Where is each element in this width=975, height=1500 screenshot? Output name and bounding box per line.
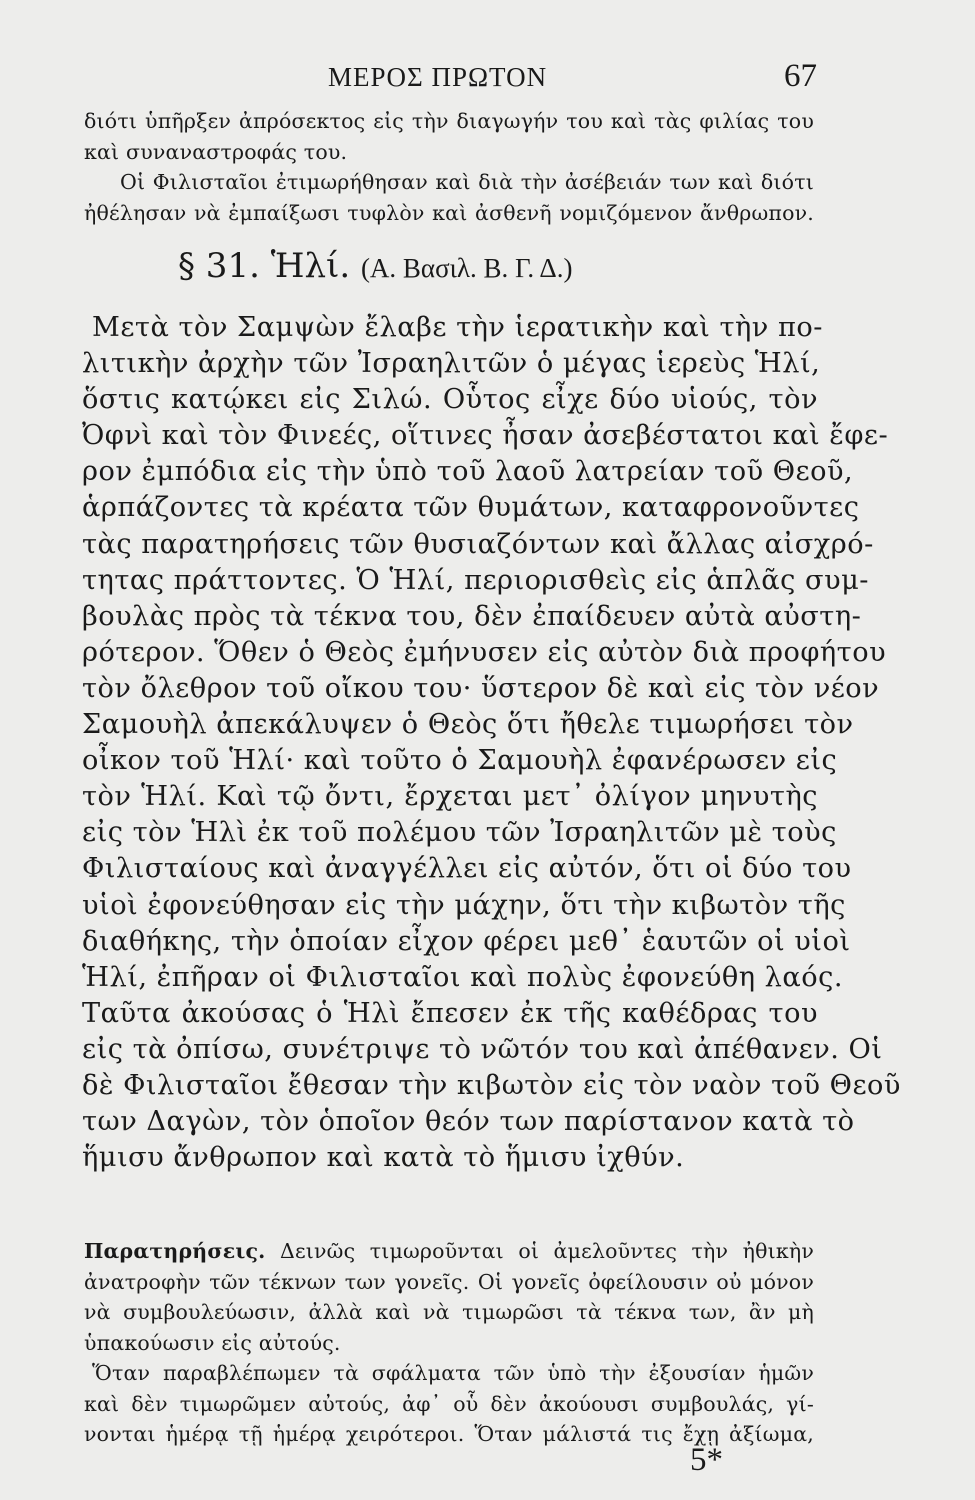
text-line: ρον ἐμπόδια εἰς τὴν ὑπὸ τοῦ λαοῦ λατρείαν τοῦ Θεοῦ, (82, 456, 854, 488)
text-line: τητας πράττοντες. Ὁ Ἡλί, περιορισθεὶς εἰς ἁπλᾶς συμ- (82, 564, 869, 596)
text-line (84, 1236, 814, 1267)
running-head: ΜΕΡΟΣ ΠΡΩΤΟΝ (328, 62, 548, 92)
text-line: καὶ δὲν τιμωρῶμεν αὐτούς, ἀφ᾽ οὗ δὲν ἀκούουσι συμβουλάς, γί- (84, 1391, 814, 1416)
page-number: 67 (784, 58, 817, 94)
section-number: § 31. (178, 246, 260, 286)
text-line: Ταῦτα ἀκούσας ὁ Ἡλὶ ἔπεσεν ἐκ τῆς καθέδρας του (82, 997, 818, 1029)
text-line: τὰς παρατηρήσεις τῶν θυσιαζόντων καὶ ἄλλας αἰσχρό- (82, 528, 874, 560)
notes-first-line: Δεινῶς τιμωροῦνται οἱ ἀμελοῦντες τὴν ἠθικὴν (279, 1239, 815, 1263)
text-line: εἰς τὰ ὀπίσω, συνέτριψε τὸ νῶτόν του καὶ ἀπέθανεν. Οἱ (82, 1033, 883, 1065)
text-line: ἥμισυ ἄνθρωπον καὶ κατὰ τὸ ἥμισυ ἰχθύν. (82, 1142, 685, 1174)
text-line: διαθήκης, τὴν ὁποίαν εἶχον φέρει μεθ᾽ ἑαυτῶν οἱ υἱοὶ (82, 925, 851, 957)
text-line: Σαμουὴλ ἀπεκάλυψεν ὁ Θεὸς ὅτι ἤθελε τιμωρήσει τὸν (82, 709, 854, 741)
text-line: τὸν Ἡλί. Καὶ τῷ ὄντι, ἔρχεται μετ᾽ ὀλίγον μηνυτὴς (82, 781, 818, 813)
text-line: Ὅταν παραβλέπωμεν τὰ σφάλματα τῶν ὑπὸ τὴν ἐξουσίαν ἡμῶν (92, 1361, 814, 1385)
text-line: ἁρπάζοντες τὰ κρέατα τῶν θυμάτων, καταφρονοῦντες (82, 492, 860, 524)
intro-paragraph (84, 106, 814, 228)
text-line: ἀνατροφὴν τῶν τέκνων των γονεῖς. Οἱ γονεῖς ὀφείλουσιν οὐ μόνον (84, 1269, 814, 1294)
text-line: τὸν ὄλεθρον τοῦ οἴκου του· ὕστερον δὲ καὶ εἰς τὸν νέον (82, 672, 880, 704)
text-line: δὲ Φιλισταῖοι ἔθεσαν τὴν κιβωτὸν εἰς τὸν ναὸν τοῦ Θεοῦ (82, 1069, 901, 1101)
section-heading (178, 246, 572, 286)
main-text (82, 310, 901, 1176)
section-reference: (Α. Βασιλ. Β. Γ. Δ.) (360, 253, 573, 283)
text-line: διότι ὑπῆρξεν ἀπρόσεκτος εἰς τὴν διαγωγήν του καὶ τὰς φιλίας του (84, 109, 814, 133)
text-line: Μετὰ τὸν Σαμψὼν ἔλαβε τὴν ἱερατικὴν καὶ τὴν πο- (92, 312, 823, 343)
page-header (80, 58, 825, 102)
notes-label: Παρατηρήσεις. (84, 1239, 266, 1263)
text-line: ὑπακούωσιν εἰς αὐτούς. (84, 1330, 341, 1355)
text-line: εἰς τὸν Ἡλὶ ἐκ τοῦ πολέμου τῶν Ἰσραηλιτῶν μὲ τοὺς (82, 817, 837, 849)
text-line: νονται ἡμέρᾳ τῇ ἡμέρᾳ χειρότεροι. Ὅταν μάλιστά τις ἔχῃ ἀξίωμα, (84, 1422, 814, 1446)
signature-mark: 5* (690, 1442, 723, 1478)
text-line: των Δαγὼν, τὸν ὁποῖον θεόν των παρίστανον κατὰ τὸ (82, 1106, 855, 1138)
text-line: Ὀφνὶ καὶ τὸν Φινεές, οἵτινες ἦσαν ἀσεβέστατοι καὶ ἔφε- (82, 420, 889, 452)
text-line: οἶκον τοῦ Ἡλί· καὶ τοῦτο ὁ Σαμουὴλ ἐφανέρωσεν εἰς (82, 745, 838, 777)
text-line: Οἱ Φιλισταῖοι ἐτιμωρήθησαν καὶ διὰ τὴν ἀσέβειάν των καὶ διότι (120, 170, 814, 194)
text-line: βουλὰς πρὸς τὰ τέκνα του, δὲν ἐπαίδευεν αὐτὰ αὐστη- (82, 600, 862, 632)
text-line: ὅστις κατῴκει εἰς Σιλώ. Οὗτος εἶχε δύο υἱούς, τὸν (82, 384, 818, 416)
text-line: ρότερον. Ὅθεν ὁ Θεὸς ἐμήνυσεν εἰς αὐτὸν διὰ προφήτου (82, 636, 887, 668)
text-line: ἠθέλησαν νὰ ἐμπαίξωσι τυφλὸν καὶ ἀσθενῆ νομιζόμενον ἄνθρωπον. (84, 200, 814, 225)
section-title: Ἡλί. (270, 246, 351, 286)
text-line: νὰ συμβουλεύωσιν, ἀλλὰ καὶ νὰ τιμωρῶσι τὰ τέκνα των, ἂν μὴ (84, 1300, 814, 1324)
notes-block (84, 1236, 814, 1450)
text-line: υἱοὶ ἐφονεύθησαν εἰς τὴν μάχην, ὅτι τὴν κιβωτὸν τῆς (82, 889, 846, 921)
text-line: καὶ συναναστροφάς του. (84, 139, 348, 164)
text-line: Φιλισταίους καὶ ἀναγγέλλει εἰς αὐτόν, ὅτι οἱ δύο του (82, 853, 852, 885)
text-line: λιτικὴν ἀρχὴν τῶν Ἰσραηλιτῶν ὁ μέγας ἱερεὺς Ἡλί, (82, 348, 821, 380)
text-line: Ἡλί, ἐπῆραν οἱ Φιλισταῖοι καὶ πολὺς ἐφονεύθη λαός. (82, 961, 843, 993)
